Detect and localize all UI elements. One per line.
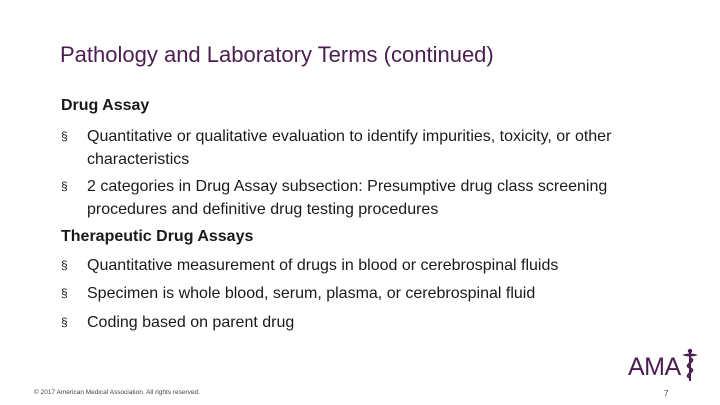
bullet-marker: § bbox=[61, 315, 68, 329]
list-item bbox=[61, 311, 661, 334]
list-item bbox=[61, 175, 661, 221]
list-item bbox=[61, 254, 661, 277]
bullet-marker: § bbox=[61, 258, 68, 272]
bullet-text: 2 categories in Drug Assay subsection: Presumptive drug class screening procedures and definitive drug testing procedures bbox=[87, 178, 608, 218]
bullet-text: Quantitative or qualitative evaluation to identify impurities, toxicity, or other characteristics bbox=[87, 128, 612, 168]
logo-text: AMA bbox=[628, 353, 681, 381]
bullet-marker: § bbox=[61, 129, 68, 143]
bullet-marker: § bbox=[61, 286, 68, 300]
caduceus-icon bbox=[680, 348, 700, 382]
section-heading-drug-assay: Drug Assay bbox=[61, 97, 150, 114]
bullet-text: Quantitative measurement of drugs in blood or cerebrospinal fluids bbox=[87, 257, 559, 274]
list-item bbox=[61, 125, 661, 171]
bullet-marker: § bbox=[61, 179, 68, 193]
copyright-footer: © 2017 American Medical Association. All rights reserved. bbox=[34, 389, 200, 396]
ama-logo bbox=[628, 348, 700, 384]
page-number: 7 bbox=[664, 389, 669, 398]
bullet-text: Coding based on parent drug bbox=[87, 314, 295, 331]
slide-title: Pathology and Laboratory Terms (continued) bbox=[60, 42, 494, 67]
section-heading-therapeutic-drug-assays: Therapeutic Drug Assays bbox=[61, 228, 254, 245]
list-item bbox=[61, 282, 661, 305]
bullet-text: Specimen is whole blood, serum, plasma, or cerebrospinal fluid bbox=[87, 285, 536, 302]
